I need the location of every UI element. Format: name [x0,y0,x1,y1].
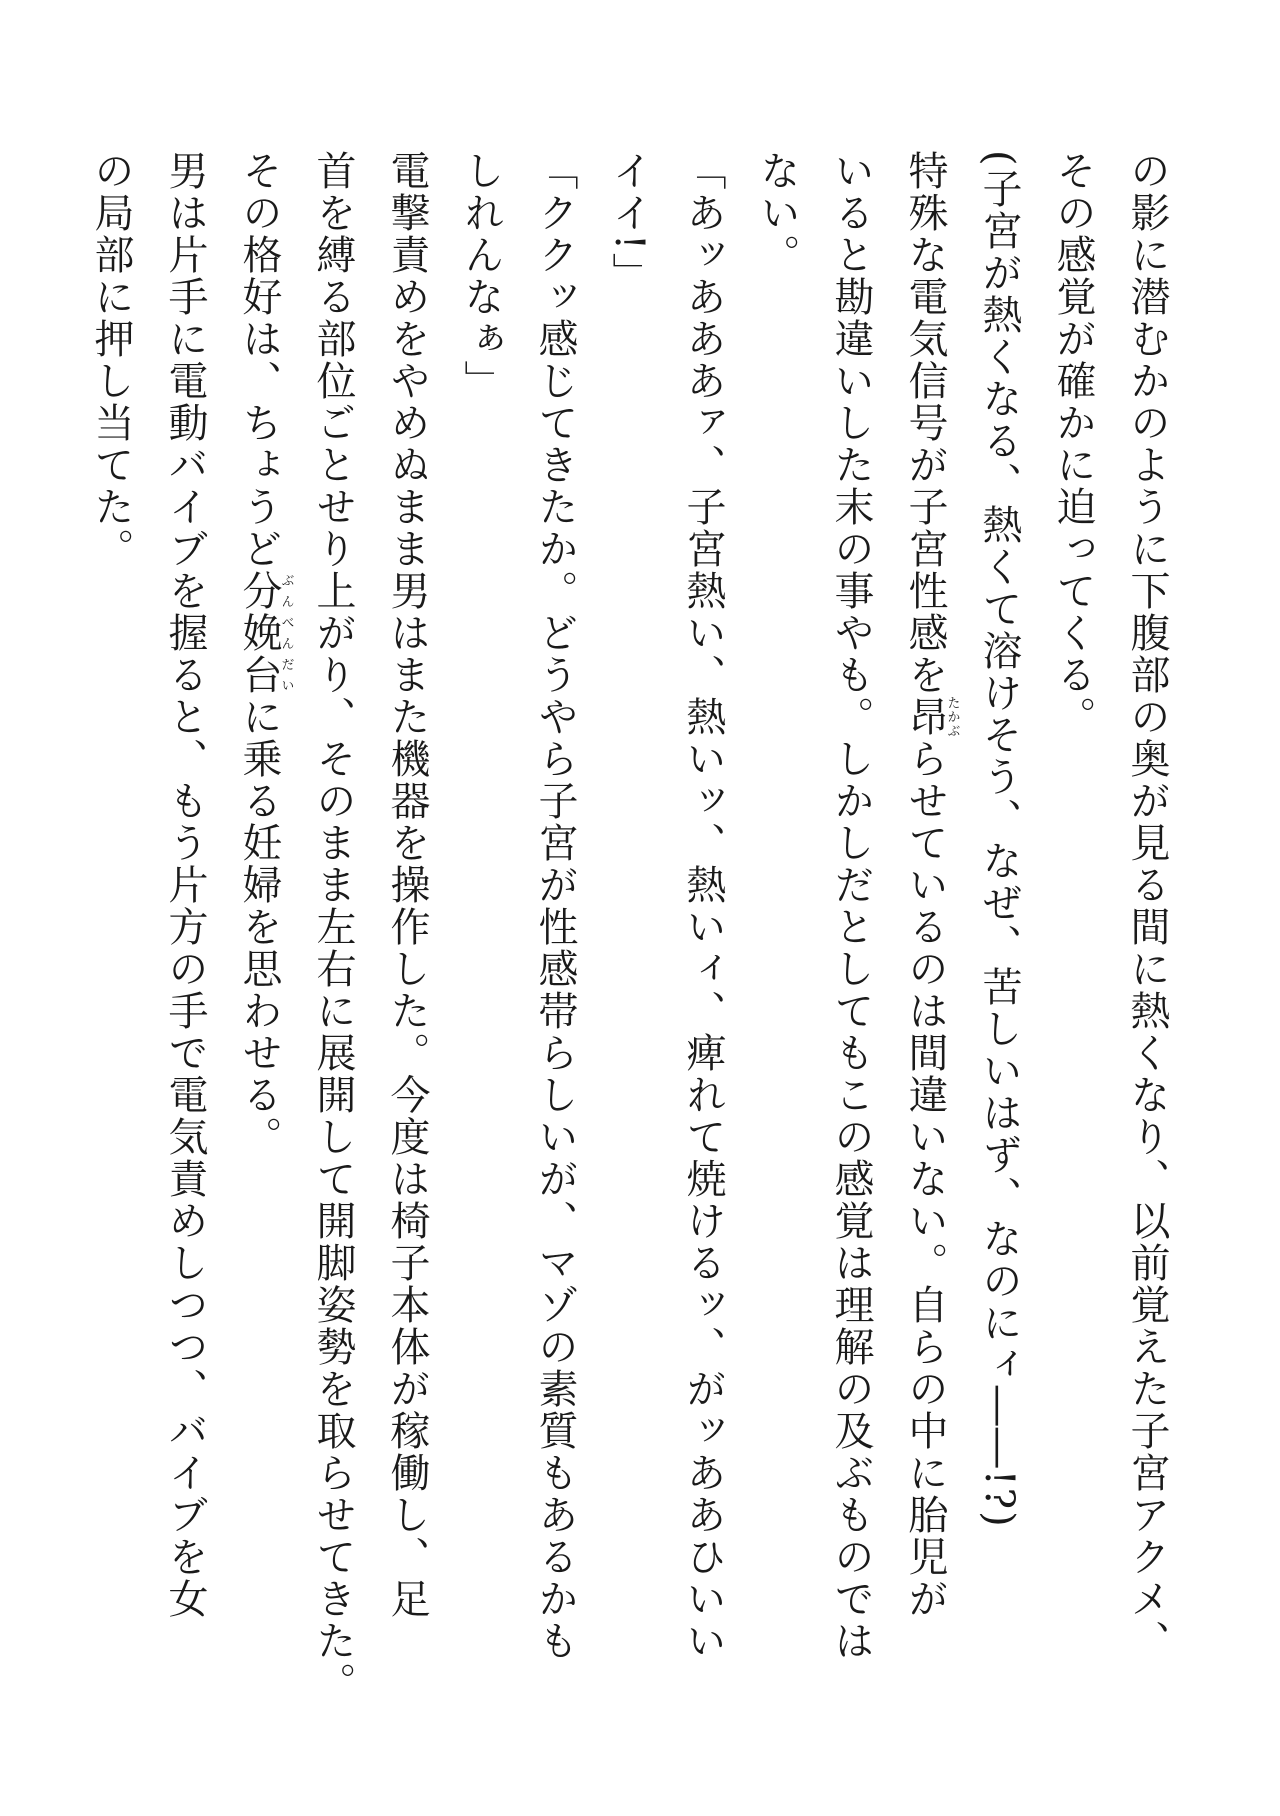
ruby-base-bunbendai: 分娩台 [236,570,282,696]
text-line-2: その感覚が確かに迫ってくる。 [1050,150,1096,738]
text-line-14: 男は片手に電動バイブを握ると、もう片方の手で電気責めしつつ、バイブを女 [162,150,208,1620]
text-line-9: 「ククッ感じてきたか。どうやら子宮が性感帯らしいが、マゾの素質もあるかも [532,150,578,1662]
vertical-text-body [74,150,1184,1760]
text-line-3: (子宮が熱くなる、熱くて溶けそう、なぜ、苦しいはず、なのにィ――!?) [976,150,1022,1529]
text-line-12: 首を縛る部位ごとせり上がり、そのまま左右に展開して開脚姿勢を取らせてきた。 [310,150,356,1704]
text-line-6: ない。 [754,150,800,276]
text-line-1: の影に潜むかのように下腹部の奥が見る間に熱くなり、以前覚えた子宮アクメ、 [1124,150,1170,1662]
text-line-4-before: 特殊な電気信号が子宮性感を [902,150,948,696]
ruby-bunbendai [236,570,294,696]
text-line-15: の局部に押し当てた。 [88,150,134,570]
ruby-takabu [902,696,960,738]
text-line-8: イイ!」 [606,150,652,295]
text-line-13-with-ruby [222,150,296,1760]
text-line-11: 電撃責めをやめぬまま男はまた機器を操作した。今度は椅子本体が稼働し、足 [384,150,430,1620]
text-line-13-before: その格好は、ちょうど [236,150,282,570]
ruby-reading-takabu: たかぶ [944,696,960,738]
text-line-7: 「あッあああァ、子宮熱い、熱いッ、熱いィ、痺れて焼けるッ、がッああひいい [680,150,726,1662]
text-line-4-with-ruby [888,150,962,1760]
text-line-5: いると勘違いした末の事やも。しかしだとしてもこの感覚は理解の及ぶものでは [828,150,874,1662]
ruby-base-takabu: 昂 [902,696,948,738]
text-line-13-after: に乗る妊婦を思わせる。 [236,696,282,1158]
text-line-4-after: らせているのは間違いない。自らの中に胎児が [902,738,948,1620]
ruby-reading-bunbendai: ぶんべんだい [278,570,294,696]
text-line-10: しれんなぁ」 [458,150,504,402]
